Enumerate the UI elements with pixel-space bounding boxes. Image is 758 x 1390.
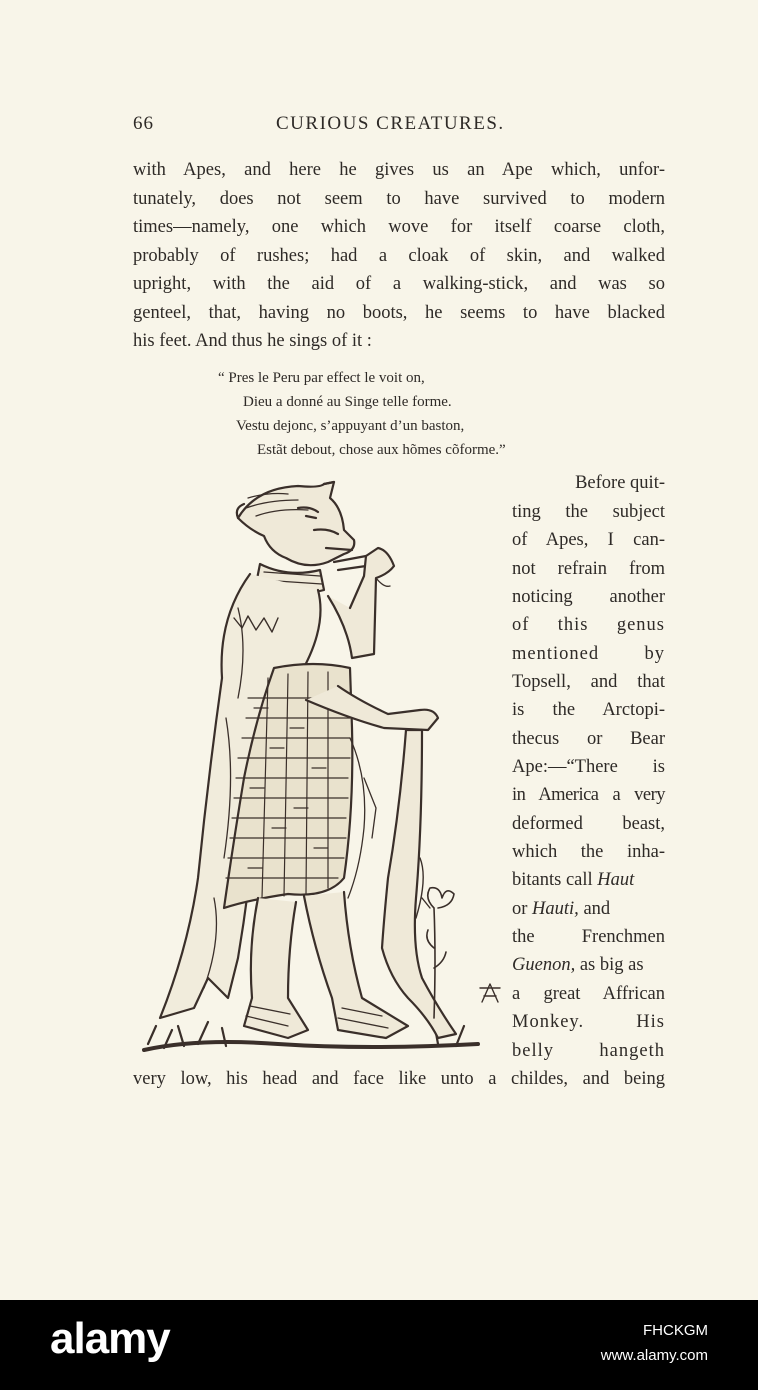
column-line: of this genus	[512, 615, 665, 635]
body-line: upright, with the aid of a walking-stick, and was so	[133, 274, 665, 294]
column-text: and	[583, 899, 611, 919]
column-italic: Guenon,	[512, 955, 576, 975]
alamy-logo: alamy	[50, 1314, 170, 1363]
column-line: ting the subject	[512, 502, 665, 522]
running-title: CURIOUS CREATURES.	[276, 113, 505, 134]
ape-woodcut-illustration	[138, 478, 510, 1060]
site-url: www.alamy.com	[600, 1347, 708, 1364]
body-line: times—namely, one which wove for itself coarse cloth,	[133, 217, 665, 237]
column-text: as big as	[579, 955, 644, 975]
column-line: a great Affrican	[512, 984, 665, 1004]
column-text: bitants call	[512, 870, 593, 890]
body-line: probably of rushes; had a cloak of skin, and walked	[133, 246, 665, 266]
verse-line: Vestu dejonc, s’appuyant d’un baston,	[236, 418, 465, 434]
column-line: in America a very	[512, 785, 665, 805]
column-text: or	[512, 899, 528, 919]
verse-line: “ Pres le Peru par effect le voit on,	[218, 370, 425, 386]
verse-line: Dieu a donné au Singe telle forme.	[243, 394, 452, 410]
column-line: Before quit-	[575, 473, 665, 493]
column-line: of Apes, I can-	[512, 530, 665, 550]
column-line: which the inha-	[512, 842, 665, 862]
column-line: noticing another	[512, 587, 665, 607]
body-line: his feet. And thus he sings of it :	[133, 331, 372, 351]
column-line	[512, 895, 665, 923]
column-line: belly hangeth	[512, 1041, 665, 1061]
body-line: with Apes, and here he gives us an Ape which, unfor-	[133, 160, 665, 180]
column-italic: Haut	[597, 870, 635, 890]
body-line: tunately, does not seem to have survived to modern	[133, 189, 665, 209]
column-line: not refrain from	[512, 559, 665, 579]
column-line	[512, 866, 665, 894]
page-number: 66	[133, 113, 154, 134]
column-line: thecus or Bear	[512, 729, 665, 749]
body-line: genteel, that, having no boots, he seems to have blacked	[133, 303, 665, 323]
closing-line: very low, his head and face like unto a childes, and being	[133, 1069, 665, 1089]
column-line: Topsell, and that	[512, 672, 665, 692]
image-id: FHCKGM	[643, 1322, 708, 1339]
column-line: the Frenchmen	[512, 927, 665, 947]
column-line: Monkey. His	[512, 1012, 665, 1032]
column-line: is the Arctopi-	[512, 700, 665, 720]
column-line	[512, 951, 665, 979]
column-italic: Hauti,	[532, 899, 579, 919]
column-line: mentioned by	[512, 644, 665, 664]
column-line: Ape:—“There is	[512, 757, 665, 777]
verse-line: Estãt debout, chose aux hõmes cõforme.”	[257, 442, 506, 458]
page-header	[133, 113, 665, 141]
column-line: deformed beast,	[512, 814, 665, 834]
